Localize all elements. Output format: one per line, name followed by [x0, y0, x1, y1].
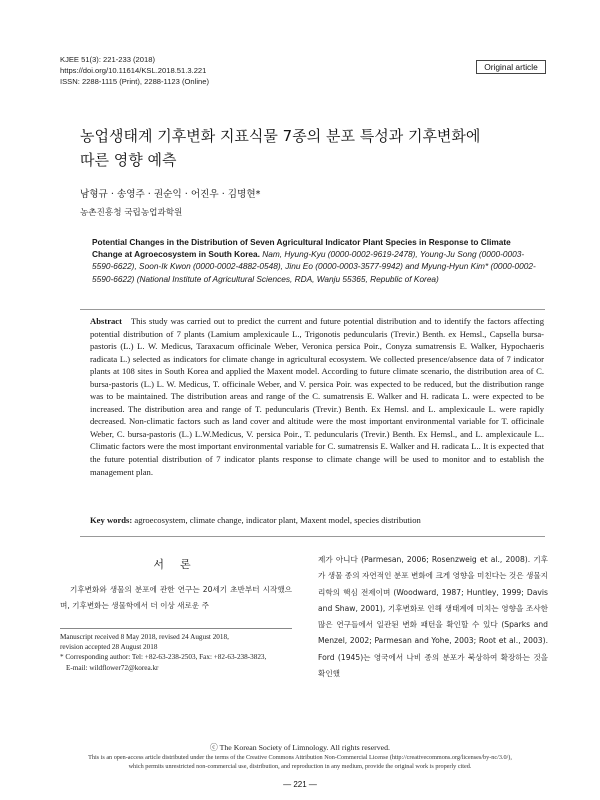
korean-title-line2: 따른 영향 예측	[80, 151, 177, 169]
english-title: Potential Changes in the Distribution of Seven Agricultural Indicator Plant Species in Response to Climate Change at Agroecosystem in South Korea.	[92, 237, 511, 260]
abstract-top-rule	[80, 309, 545, 310]
license-line1: This is an open-access article distributed under the terms of the Creative Commons Attribution Non-Commercial License (http://creativecommons.org/licenses/by-nc/3.0/),	[88, 754, 512, 761]
footnote-rule	[60, 628, 292, 629]
abstract-text: This study was carried out to predict the current and future potential distribution and to identify the factors affecting potential distribution of 7 plants (Lamium amplexicaule L., Trigonotis peduncularis (Trevir.) Benth. ex Hemsl., Capsella bursa-pastoris (L.) L. W. Medicus, Taraxacum officinale Weber, Veronica persica Poir., Conyza sumatrensis E. Walker, Hypochaeris radicata L.) selected as indicators for climate change in agricultural ecosystem. We collected presence/absence data of 7 indicator plants at 108 sites in South Korea and applied the Maxent model. According to future climate scenario, the distribution area of C. bursa-pastoris (L.) L. W. Medicus, T. officinale Weber, and V. persica Poir. was expected to be reduced, but the distribution range was to be maintained. The distribution areas and range of the C. sumatrensis E. Walker and H. radicata L. were expected to be increased. The distribution area and range of T. peduncularis (Trevir.) Benth. Ex Hemsl. and L. amplexicaule L. were rapidly decreased. Non-climatic factors such as land cover and altitude were the most important environmental variable for T. officinale Weber, C. bursa-pastoris (L.) L.W.Medicus, V. persica Poir., T. peduncularis (Trevir.) Benth. Ex Hemsl., and L. amplexicaule L.. Climatic factors were the most important environmental variable for C. sumatrensis E. Walker and H. radicata L.. It is expected that the future potential distribution of 7 indicator plants response to climate change will be used to monitor and to establish the management plan.	[90, 316, 544, 477]
abstract-label: Abstract	[90, 316, 122, 326]
abstract	[90, 315, 544, 478]
article-type-badge: Original article	[476, 60, 546, 74]
journal-meta	[60, 54, 209, 87]
keywords-bottom-rule	[80, 536, 545, 537]
korean-title-line1: 농업생태계 기후변화 지표식물 7종의 분포 특성과 기후변화에	[80, 127, 481, 145]
doi-link[interactable]: https://doi.org/10.11614/KSL.2018.51.3.221	[60, 66, 207, 75]
intro-left-text: 기후변화와 생물의 분포에 관한 연구는 20세기 초반부터 시작했으며, 기후변화는 생물학에서 더 이상 새로운 주	[60, 585, 292, 611]
license-line2: which permits unrestricted non-commercial use, distribution, and reproduction in any medium, provide the original work is properly cited.	[128, 762, 472, 770]
intro-left-column	[60, 582, 292, 615]
copyright: ⓒ The Korean Society of Limnology. All rights reserved.	[210, 743, 390, 752]
korean-authors: 남형규 · 송영주 · 권순익 · 어진우 · 김명현*	[80, 189, 261, 200]
footnote-received: Manuscript received 8 May 2018, revised 24 August 2018,	[60, 633, 229, 641]
korean-title	[80, 124, 540, 172]
page-number: — 221 —	[283, 780, 317, 789]
english-authors: Nam, Hyung-Kyu (0000-0002-9619-2478), Young-Ju Song (0000-0003-5590-6622), Soon-Ik Kwon (0000-0002-4882-0548), Jinu Eo (0000-0003-3577-9942) and Myung-Hyun Kim* (0000-0002-5590-6622) (National Institute of Agricultural Sciences, RDA, Wanju 55365, Republic of Korea)	[92, 249, 536, 284]
korean-affiliation: 농촌진흥청 국립농업과학원	[80, 208, 183, 218]
english-title-block	[92, 236, 542, 285]
keywords-text: agroecosystem, climate change, indicator plant, Maxent model, species distribution	[134, 515, 421, 525]
journal-citation: KJEE 51(3): 221-233 (2018)	[60, 55, 155, 64]
issn: ISSN: 2288-1115 (Print), 2288-1123 (Online)	[60, 77, 210, 86]
intro-right-column	[318, 552, 548, 682]
intro-right-text: 제가 아니다 (Parmesan, 2006; Rosenzweig et al., 2008). 기후가 생물 종의 자연적인 분포 변화에 크게 영향을 미친다는 것은 생물지리학의 핵심 전제이며 (Woodward, 1987; Huntley, 1999; Davis and Shaw, 2001), 기후변화로 인해 생태계에 미치는 영향을 조사한 많은 연구들에서 일관된 변화 패턴을 확인할 수 있다 (Sparks and Menzel, 2002; Parmesan and Yohe, 2003; Root et al., 2003). Ford (1945)는 영국에서 나비 종의 분포가 북상하여 확장하는 것을 확인했	[318, 555, 548, 679]
footnote-corresponding: * Corresponding author: Tel: +82-63-238-2503, Fax: +82-63-238-3823,	[60, 653, 267, 662]
footnote-email[interactable]: E-mail: wildflower72@korea.kr	[66, 663, 159, 672]
license-text	[50, 754, 550, 771]
footnote-accepted: revision accepted 28 August 2018	[60, 643, 158, 652]
keywords-label: Key words:	[90, 515, 133, 525]
footnotes	[60, 632, 300, 673]
keywords	[90, 514, 544, 526]
section-heading-introduction: 서론	[153, 558, 207, 571]
